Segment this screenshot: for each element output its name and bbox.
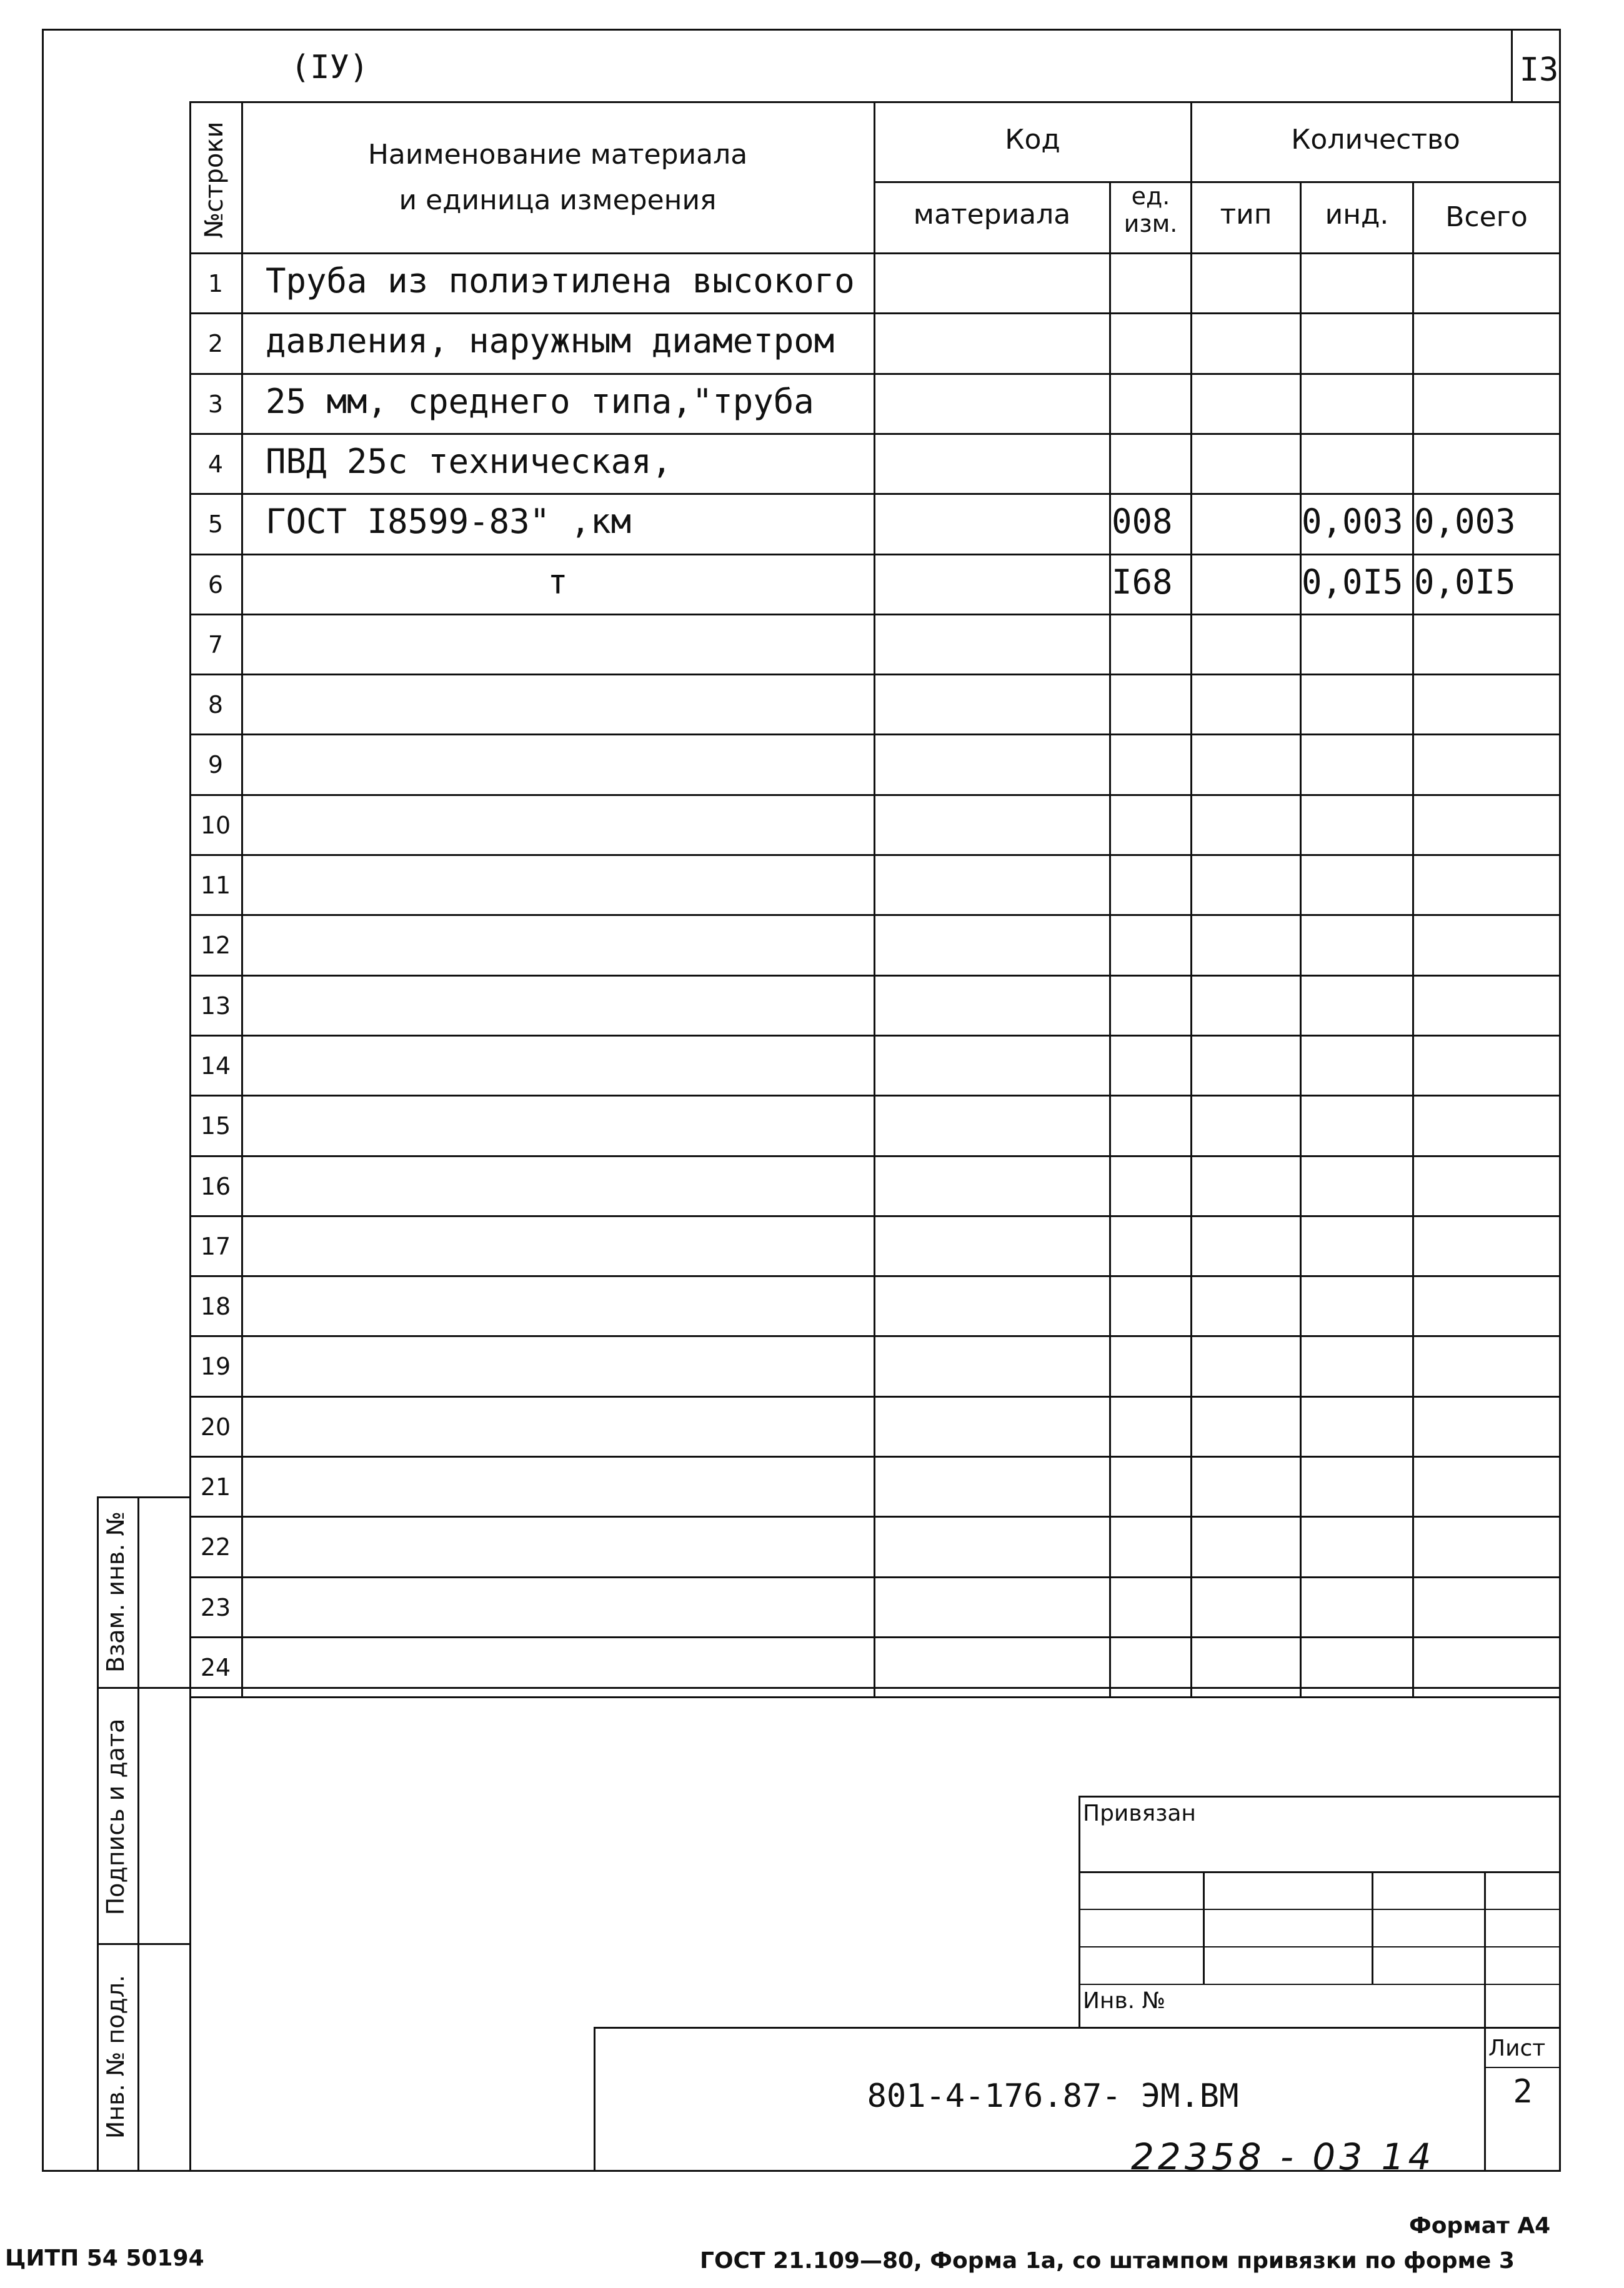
- privyazan-top: [1079, 1796, 1561, 1798]
- row-number: 10: [200, 812, 231, 839]
- stamp-area-top: [189, 1687, 1561, 1689]
- row-border: [189, 373, 1561, 375]
- inv-no-label: Инв. №: [1083, 1988, 1166, 2014]
- gost-note: ГОСТ 21.109—80, Форма 1а, со штампом привязки по форме 3: [700, 2248, 1515, 2274]
- side-stamp-div1: [97, 1687, 189, 1689]
- header-quantity: Количество: [1291, 124, 1460, 156]
- header-bottom-line: [189, 252, 1561, 254]
- row-name: давления, наружным диаметром: [266, 321, 835, 361]
- row-number: 12: [200, 932, 231, 959]
- privyazan-label: Привязан: [1083, 1801, 1196, 1826]
- privyazan-col2: [1372, 1871, 1373, 1984]
- row-border: [189, 493, 1561, 495]
- row-border: [189, 1636, 1561, 1638]
- header-name-line2: и единица измерения: [399, 184, 717, 216]
- row-name: т: [547, 562, 568, 602]
- row-number: 13: [200, 992, 231, 1020]
- designation-left: [594, 2027, 595, 2172]
- header-code-material: материала: [913, 199, 1071, 231]
- row-number: 17: [200, 1233, 231, 1260]
- list-label: Лист: [1488, 2036, 1546, 2061]
- header-code-unit-line2: изм.: [1123, 210, 1178, 237]
- row-border: [189, 1275, 1561, 1277]
- header-qty-ind: инд.: [1325, 199, 1389, 231]
- row-border: [189, 1095, 1561, 1097]
- side-stamp-div2: [97, 1943, 189, 1945]
- row-number: 18: [200, 1293, 231, 1320]
- row-number: 3: [207, 390, 224, 418]
- header-code: Код: [1005, 124, 1060, 156]
- row-name: 25 мм, среднего типа,"труба: [266, 382, 814, 421]
- row-number: 22: [200, 1533, 231, 1561]
- row-number: 9: [207, 751, 224, 778]
- row-border: [189, 312, 1561, 314]
- row-number: 11: [200, 872, 231, 899]
- format-label: Формат А4: [1409, 2213, 1551, 2239]
- page-number: I3: [1519, 51, 1559, 89]
- designation-top: [594, 2027, 1561, 2029]
- row-number: 14: [200, 1052, 231, 1080]
- row-name: ГОСТ I8599-83" ,км: [266, 502, 632, 541]
- row-border: [189, 794, 1561, 796]
- row-number: 23: [200, 1594, 231, 1621]
- header-qty-type: тип: [1220, 199, 1272, 231]
- privyazan-left: [1079, 1796, 1080, 2027]
- row-border: [189, 1696, 1561, 1698]
- row-border: [189, 1576, 1561, 1578]
- side-stamp-right: [189, 1496, 191, 2172]
- header-code-unit-line1: ед.: [1131, 182, 1170, 210]
- list-value: 2: [1513, 2073, 1533, 2111]
- row-number: 24: [200, 1654, 231, 1681]
- row-number: 20: [200, 1413, 231, 1441]
- row-qty-total: 0,003: [1414, 502, 1516, 541]
- row-number: 4: [207, 450, 224, 478]
- row-number: 1: [207, 270, 224, 297]
- page-number-divider: [1511, 29, 1513, 101]
- document-designation: 801-4-176.87- ЭМ.ВМ: [867, 2077, 1239, 2115]
- row-unit-code: I68: [1112, 562, 1173, 602]
- row-border: [189, 1215, 1561, 1217]
- row-qty-total: 0,0I5: [1414, 562, 1516, 602]
- row-number: 16: [200, 1173, 231, 1200]
- row-qty-ind: 0,003: [1302, 502, 1403, 541]
- row-number: 21: [200, 1473, 231, 1501]
- row-border: [189, 1035, 1561, 1037]
- side-inv-podl: Инв. № подл.: [102, 1974, 129, 2139]
- row-border: [189, 1396, 1561, 1398]
- row-number: 8: [207, 691, 224, 719]
- section-label: (IУ): [291, 49, 369, 86]
- row-border: [189, 1516, 1561, 1518]
- privyazan-line1: [1079, 1871, 1561, 1873]
- row-number: 2: [207, 330, 224, 357]
- row-border: [189, 734, 1561, 735]
- row-number: 7: [207, 631, 224, 659]
- privyazan-line4: [1079, 1984, 1561, 1985]
- row-border: [189, 914, 1561, 916]
- row-unit-code: 008: [1112, 502, 1173, 541]
- row-border: [189, 554, 1561, 555]
- row-number: 15: [200, 1112, 231, 1140]
- privyazan-col3: [1484, 1871, 1486, 2171]
- row-border: [189, 854, 1561, 856]
- ind-col-border: [1412, 181, 1414, 1696]
- list-divider: [1484, 2067, 1561, 2068]
- row-number: 6: [207, 571, 224, 599]
- header-row-number: №строки: [200, 121, 229, 239]
- type-col-border: [1300, 181, 1302, 1696]
- side-vzam-inv: Взам. инв. №: [102, 1511, 129, 1673]
- material-col-border: [1109, 181, 1111, 1696]
- row-name: Труба из полиэтилена высокого: [266, 261, 855, 301]
- row-border: [189, 1456, 1561, 1458]
- row-number: 5: [207, 510, 224, 538]
- row-border: [189, 1155, 1561, 1157]
- row-border: [189, 614, 1561, 615]
- row-qty-ind: 0,0I5: [1302, 562, 1403, 602]
- privyazan-line2: [1079, 1909, 1561, 1910]
- privyazan-line3: [1079, 1946, 1561, 1947]
- header-qty-total: Всего: [1445, 201, 1528, 233]
- row-name: ПВД 25с техническая,: [266, 442, 672, 481]
- row-border: [189, 1335, 1561, 1337]
- header-name-line1: Наименование материала: [367, 139, 748, 171]
- side-stamp-mid: [137, 1496, 139, 2172]
- row-border: [189, 433, 1561, 435]
- subheader-line: [874, 181, 1561, 183]
- side-stamp-left: [97, 1496, 99, 2172]
- side-podpis-data: Подпись и дата: [102, 1718, 129, 1916]
- row-border: [189, 674, 1561, 675]
- org-code: ЦИТП 54 50194: [5, 2246, 204, 2271]
- privyazan-col1: [1203, 1871, 1205, 1984]
- handwritten-number: 22358 - 03 14: [1131, 2136, 1435, 2178]
- row-number: 19: [200, 1353, 231, 1380]
- row-border: [189, 975, 1561, 977]
